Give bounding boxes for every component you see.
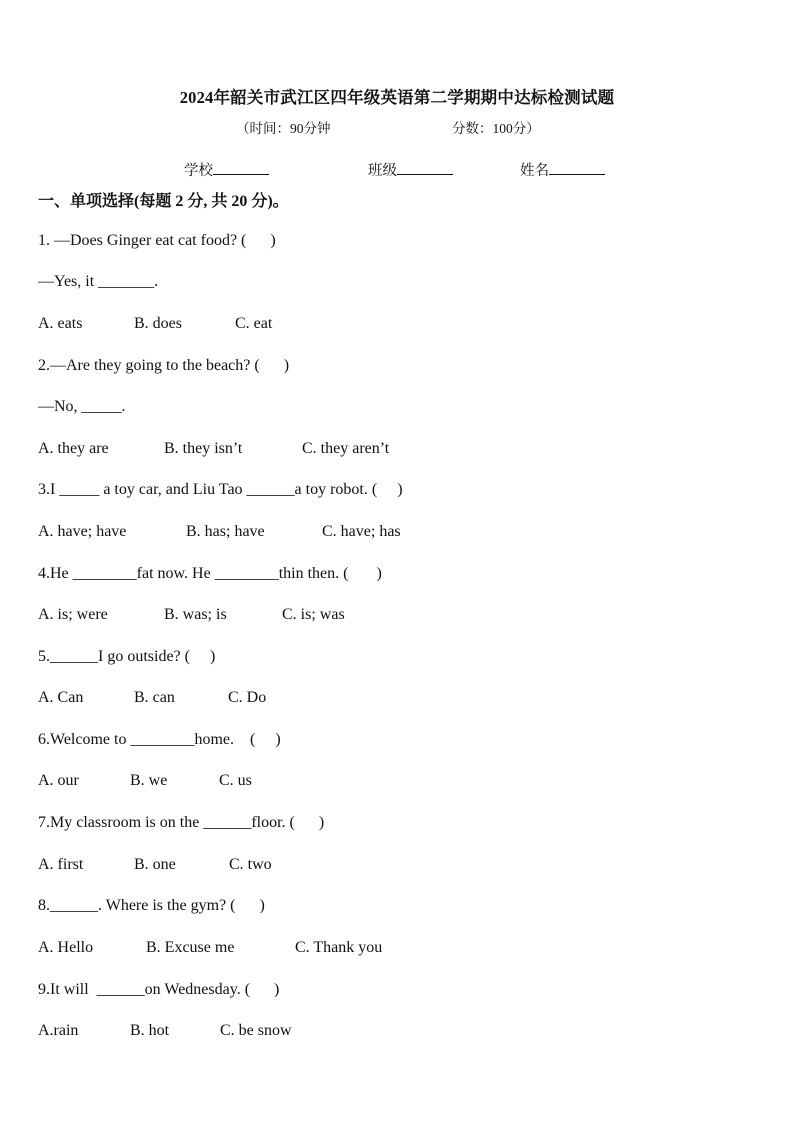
option-b[interactable]: B. we — [130, 772, 168, 789]
question-1-options — [38, 315, 738, 337]
question-1-line-2: —Yes, it _______. — [38, 273, 159, 290]
option-c[interactable]: C. eat — [235, 315, 273, 332]
question-7-stem: 7.My classroom is on the ______floor. ( ) — [38, 814, 325, 831]
exam-meta — [0, 117, 794, 137]
question-8-stem: 8.______. Where is the gym? ( ) — [38, 897, 265, 914]
class-field — [368, 159, 453, 180]
option-c[interactable]: C. have; has — [322, 523, 401, 540]
option-a[interactable]: A. Hello — [38, 939, 94, 956]
exam-score: 分数：100分） — [452, 121, 540, 136]
option-b[interactable]: B. was; is — [164, 606, 227, 623]
option-a[interactable]: A. Can — [38, 689, 84, 706]
question-6-stem: 6.Welcome to ________home. ( ) — [38, 731, 281, 748]
question-6-options — [38, 772, 738, 794]
option-b[interactable]: B. does — [134, 315, 182, 332]
option-a[interactable]: A. they are — [38, 440, 109, 457]
option-c[interactable]: C. Thank you — [295, 939, 383, 956]
exam-time: （时间：90分钟 — [236, 121, 331, 136]
question-2-stem: 2.—Are they going to the beach? ( ) — [38, 357, 290, 374]
question-7-options — [38, 856, 738, 878]
school-field — [184, 159, 269, 180]
option-b[interactable]: B. Excuse me — [146, 939, 235, 956]
question-3-options — [38, 523, 738, 545]
question-5-options — [38, 689, 738, 711]
option-c[interactable]: C. is; was — [282, 606, 345, 623]
question-9-stem: 9.It will ______on Wednesday. ( ) — [38, 981, 280, 998]
option-b[interactable]: B. hot — [130, 1022, 170, 1039]
option-a[interactable]: A. first — [38, 856, 84, 873]
option-b[interactable]: B. can — [134, 689, 175, 706]
name-blank[interactable] — [549, 159, 605, 175]
question-9-options — [38, 1022, 738, 1044]
question-8-options — [38, 939, 738, 961]
school-blank[interactable] — [213, 159, 269, 175]
option-c[interactable]: C. be snow — [220, 1022, 292, 1039]
option-c[interactable]: C. they aren’t — [302, 440, 390, 457]
question-5-stem: 5.______I go outside? ( ) — [38, 648, 216, 665]
class-label: 班级 — [368, 163, 397, 179]
section-title: 一、单项选择(每题 2 分, 共 20 分)。 — [38, 193, 289, 210]
option-b[interactable]: B. they isn’t — [164, 440, 243, 457]
question-4-stem: 4.He ________fat now. He ________thin then. ( ) — [38, 565, 382, 582]
school-label: 学校 — [184, 163, 213, 179]
name-label: 姓名 — [520, 163, 549, 179]
option-c[interactable]: C. Do — [228, 689, 267, 706]
student-info-row — [0, 159, 794, 181]
option-b[interactable]: B. has; have — [186, 523, 265, 540]
option-c[interactable]: C. us — [219, 772, 252, 789]
option-b[interactable]: B. one — [134, 856, 176, 873]
class-blank[interactable] — [397, 159, 453, 175]
option-a[interactable]: A. have; have — [38, 523, 127, 540]
option-c[interactable]: C. two — [229, 856, 272, 873]
option-a[interactable]: A.rain — [38, 1022, 79, 1039]
question-4-options — [38, 606, 738, 628]
option-a[interactable]: A. is; were — [38, 606, 108, 623]
question-1-stem: 1. —Does Ginger eat cat food? ( ) — [38, 232, 276, 249]
question-3-stem: 3.I _____ a toy car, and Liu Tao ______a toy robot. ( ) — [38, 481, 403, 498]
name-field — [520, 159, 605, 180]
option-a[interactable]: A. eats — [38, 315, 83, 332]
question-2-options — [38, 440, 738, 462]
exam-title: 2024年韶关市武江区四年级英语第二学期期中达标检测试题 — [179, 88, 615, 107]
option-a[interactable]: A. our — [38, 772, 79, 789]
question-2-line-2: —No, _____. — [38, 398, 126, 415]
